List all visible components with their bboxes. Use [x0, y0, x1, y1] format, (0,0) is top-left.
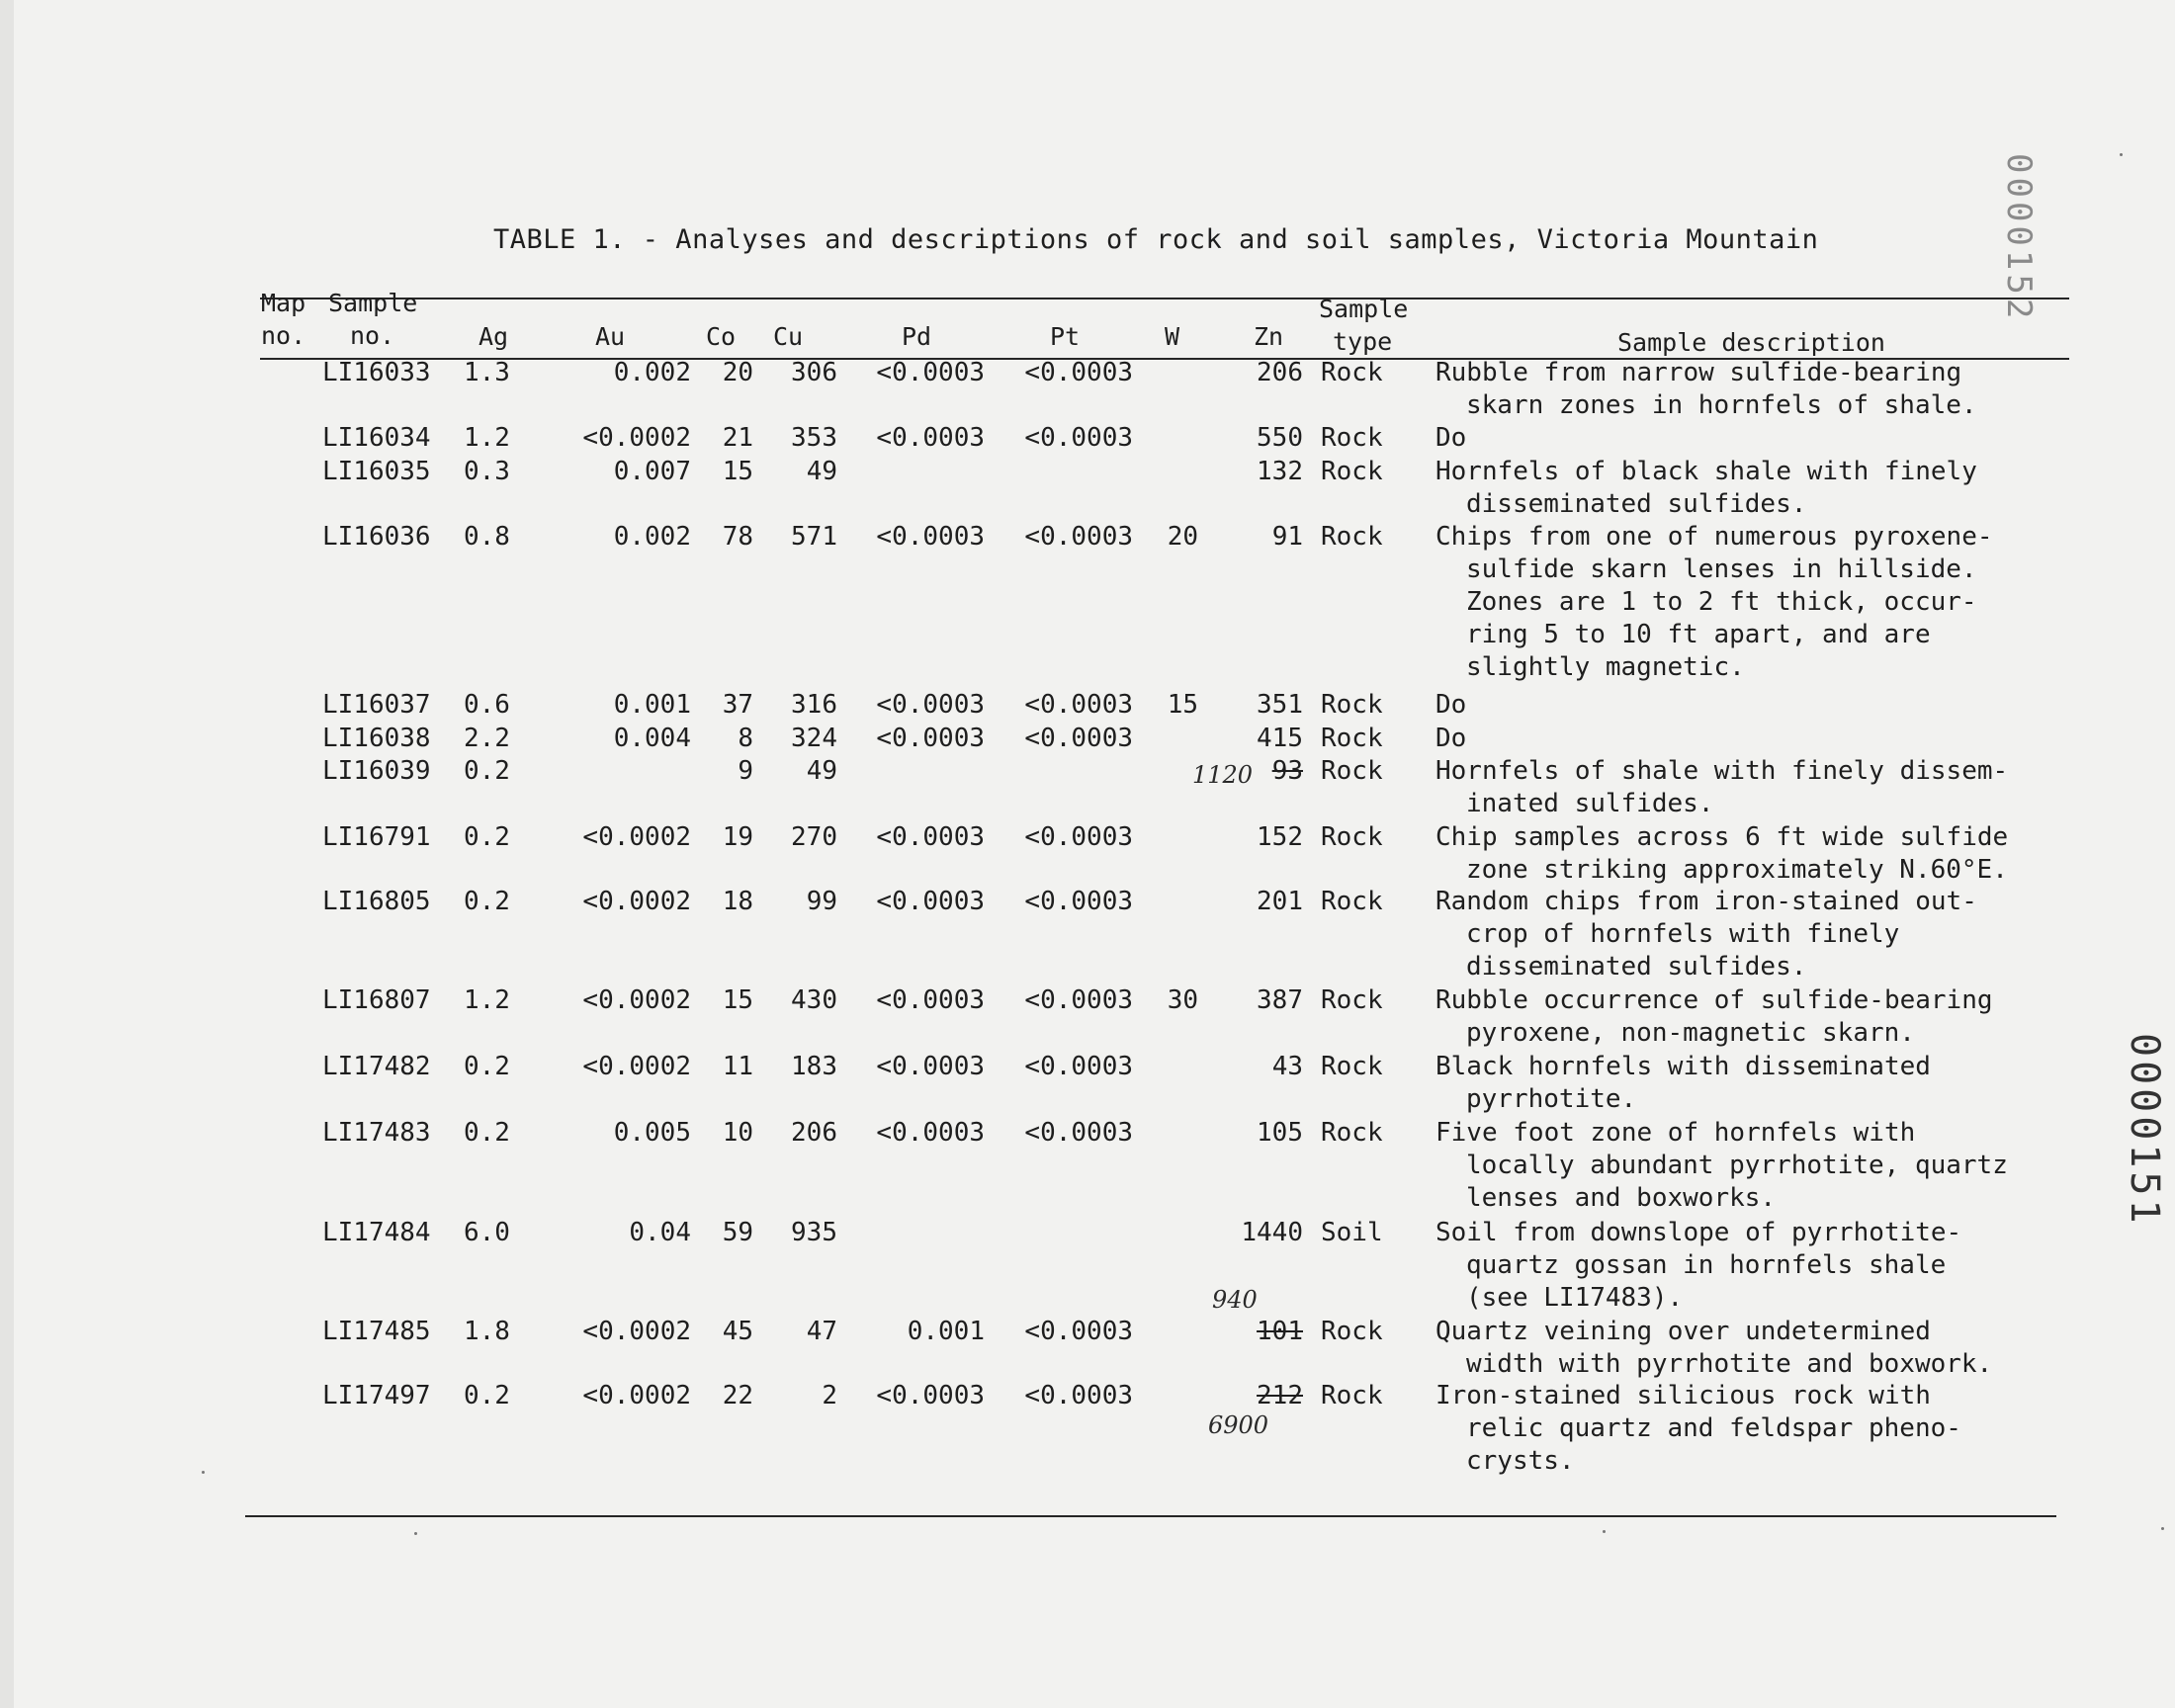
cell-sample-type: Rock [1321, 457, 1383, 486]
cell-ag: 0.2 [464, 756, 510, 786]
description-line: Do [1436, 724, 1467, 753]
handwritten-zn-correction: 6900 [1208, 1411, 1269, 1439]
cell-cu: 430 [791, 985, 837, 1015]
cell-au: <0.0002 [582, 887, 691, 916]
header-co: Co [706, 322, 737, 351]
cell-au: <0.0002 [582, 822, 691, 852]
cell-sample-type: Rock [1321, 1052, 1383, 1081]
cell-pt: <0.0003 [1024, 690, 1133, 720]
cell-sample-description [1436, 723, 1466, 755]
cell-w: 15 [1167, 690, 1198, 720]
description-line: quartz gossan in hornfels shale [1466, 1250, 1947, 1280]
description-line: Quartz veining over undetermined [1436, 1317, 1931, 1346]
cell-sample-type: Rock [1321, 756, 1383, 786]
speck [2120, 153, 2123, 156]
cell-zn: 550 [1257, 423, 1303, 453]
cell-co: 11 [722, 1052, 753, 1081]
cell-au: <0.0002 [582, 1381, 691, 1410]
cell-au: 0.002 [613, 358, 691, 387]
description-line: inated sulfides. [1466, 789, 1714, 818]
cell-pt: <0.0003 [1024, 522, 1133, 552]
cell-cu: 935 [791, 1218, 837, 1247]
cell-zn: 152 [1257, 822, 1303, 852]
cell-pd: <0.0003 [876, 822, 985, 852]
cell-au: 0.004 [613, 724, 691, 753]
cell-pt: <0.0003 [1024, 1317, 1133, 1346]
description-line: Do [1436, 690, 1467, 720]
cell-cu: 571 [791, 522, 837, 552]
cell-zn: 43 [1271, 1052, 1303, 1081]
description-line: (see LI17483). [1466, 1283, 1684, 1313]
header-sample-description: Sample description [1617, 328, 1885, 357]
cell-au: 0.04 [629, 1218, 691, 1247]
cell-pd: <0.0003 [876, 522, 985, 552]
cell-sample-type: Rock [1321, 358, 1383, 387]
cell-au: <0.0002 [582, 985, 691, 1015]
description-line: Soil from downslope of pyrrhotite- [1436, 1218, 1962, 1247]
cell-au: <0.0002 [582, 423, 691, 453]
description-line: Zones are 1 to 2 ft thick, occur- [1466, 587, 1977, 617]
cell-zn: 93 [1271, 756, 1303, 786]
description-line: zone striking approximately N.60°E. [1466, 855, 2008, 885]
cell-pt: <0.0003 [1024, 1052, 1133, 1081]
cell-sample-type: Rock [1321, 1118, 1383, 1148]
table-title: TABLE 1. - Analyses and descriptions of rock and soil samples, Victoria Mountain [493, 224, 1819, 255]
cell-cu: 47 [806, 1317, 837, 1346]
description-line: Rubble occurrence of sulfide-bearing [1436, 985, 1993, 1015]
cell-pd: <0.0003 [876, 1381, 985, 1410]
cell-ag: 0.3 [464, 457, 510, 486]
cell-sample-no: LI16038 [322, 724, 431, 753]
cell-sample-type: Rock [1321, 1317, 1383, 1346]
cell-cu: 206 [791, 1118, 837, 1148]
cell-pt: <0.0003 [1024, 1118, 1133, 1148]
cell-co: 45 [722, 1317, 753, 1346]
cell-sample-type: Soil [1321, 1218, 1383, 1247]
cell-cu: 2 [822, 1381, 837, 1410]
cell-co: 18 [722, 887, 753, 916]
description-line: crysts. [1466, 1446, 1575, 1476]
cell-sample-type: Rock [1321, 1381, 1383, 1410]
cell-pd: <0.0003 [876, 985, 985, 1015]
cell-zn: 201 [1257, 887, 1303, 916]
cell-au: 0.001 [613, 690, 691, 720]
cell-sample-type: Rock [1321, 522, 1383, 552]
description-line: sulfide skarn lenses in hillside. [1466, 555, 1977, 584]
cell-pt: <0.0003 [1024, 724, 1133, 753]
cell-ag: 2.2 [464, 724, 510, 753]
header-ag: Ag [478, 322, 509, 351]
cell-au: 0.005 [613, 1118, 691, 1148]
cell-w: 30 [1167, 985, 1198, 1015]
cell-pt: <0.0003 [1024, 423, 1133, 453]
table-bottom-rule [245, 1515, 2056, 1517]
cell-ag: 0.2 [464, 1052, 510, 1081]
description-line: lenses and boxworks. [1466, 1183, 1777, 1213]
header-map-no: Map no. [261, 289, 306, 350]
description-line: skarn zones in hornfels of shale. [1466, 390, 1977, 420]
cell-ag: 1.3 [464, 358, 510, 387]
cell-ag: 1.8 [464, 1317, 510, 1346]
cell-co: 59 [722, 1218, 753, 1247]
cell-pt: <0.0003 [1024, 887, 1133, 916]
cell-ag: 0.6 [464, 690, 510, 720]
cell-pd: <0.0003 [876, 887, 985, 916]
description-line: width with pyrrhotite and boxwork. [1466, 1349, 1993, 1379]
header-pd: Pd [902, 322, 932, 351]
cell-sample-no: LI17484 [322, 1218, 431, 1247]
cell-co: 15 [722, 985, 753, 1015]
side-stamp-number: 0000151 [2122, 1033, 2167, 1228]
header-pt: Pt [1050, 322, 1081, 351]
cell-cu: 49 [806, 457, 837, 486]
description-line: slightly magnetic. [1466, 652, 1745, 682]
cell-pd: <0.0003 [876, 358, 985, 387]
cell-co: 10 [722, 1118, 753, 1148]
speck [202, 1471, 205, 1474]
cell-sample-no: LI17485 [322, 1317, 431, 1346]
cell-sample-description [1436, 886, 1977, 983]
description-line: Rubble from narrow sulfide-bearing [1436, 358, 1962, 387]
header-sample-type: Sample type [1319, 295, 1409, 356]
cell-au: 0.007 [613, 457, 691, 486]
cell-w: 20 [1167, 522, 1198, 552]
cell-co: 21 [722, 423, 753, 453]
cell-zn: 212 [1257, 1381, 1303, 1410]
description-line: Random chips from iron-stained out- [1436, 887, 1977, 916]
cell-sample-type: Rock [1321, 887, 1383, 916]
cell-zn: 101 [1257, 1317, 1303, 1346]
cell-sample-type: Rock [1321, 724, 1383, 753]
description-line: crop of hornfels with finely [1466, 919, 1900, 949]
cell-co: 19 [722, 822, 753, 852]
description-line: locally abundant pyrrhotite, quartz [1466, 1151, 2008, 1180]
cell-cu: 306 [791, 358, 837, 387]
description-line: Hornfels of black shale with finely [1436, 457, 1977, 486]
cell-zn: 387 [1257, 985, 1303, 1015]
cell-pt: <0.0003 [1024, 358, 1133, 387]
cell-cu: 316 [791, 690, 837, 720]
speck [2161, 1527, 2164, 1530]
header-cu: Cu [773, 322, 804, 351]
cell-sample-description [1436, 1051, 1931, 1116]
header-zn: Zn [1254, 322, 1284, 351]
handwritten-zn-correction: 940 [1212, 1286, 1258, 1314]
cell-sample-no: LI16036 [322, 522, 431, 552]
cell-sample-no: LI17482 [322, 1052, 431, 1081]
cell-sample-description [1436, 755, 2008, 820]
handwritten-zn-correction: 1120 [1192, 761, 1254, 789]
header-top-rule [260, 298, 2069, 299]
cell-sample-description [1436, 1316, 1992, 1381]
speck [414, 1532, 417, 1535]
cell-co: 78 [722, 522, 753, 552]
cell-pt: <0.0003 [1024, 1381, 1133, 1410]
description-line: Chips from one of numerous pyroxene- [1436, 522, 1993, 552]
cell-sample-description [1436, 1380, 1961, 1478]
cell-pt: <0.0003 [1024, 822, 1133, 852]
description-line: pyroxene, non-magnetic skarn. [1466, 1018, 1915, 1048]
cell-sample-no: LI16037 [322, 690, 431, 720]
cell-ag: 0.2 [464, 1381, 510, 1410]
cell-ag: 1.2 [464, 985, 510, 1015]
cell-sample-no: LI17497 [322, 1381, 431, 1410]
cell-cu: 353 [791, 423, 837, 453]
cell-pd: <0.0003 [876, 724, 985, 753]
cell-co: 22 [722, 1381, 753, 1410]
cell-zn: 1440 [1241, 1218, 1303, 1247]
header-w: W [1165, 322, 1180, 351]
description-line: Iron-stained silicious rock with [1436, 1381, 1931, 1410]
cell-sample-no: LI17483 [322, 1118, 431, 1148]
cell-ag: 0.2 [464, 887, 510, 916]
cell-sample-no: LI16033 [322, 358, 431, 387]
description-line: pyrrhotite. [1466, 1084, 1637, 1114]
description-line: Five foot zone of hornfels with [1436, 1118, 1916, 1148]
cell-sample-no: LI16034 [322, 423, 431, 453]
cell-sample-description [1436, 984, 1993, 1050]
cell-sample-type: Rock [1321, 822, 1383, 852]
cell-sample-description [1436, 1117, 2008, 1215]
cell-cu: 324 [791, 724, 837, 753]
cell-pd: <0.0003 [876, 690, 985, 720]
cell-sample-no: LI16805 [322, 887, 431, 916]
description-line: Chip samples across 6 ft wide sulfide [1436, 822, 2009, 852]
cell-sample-description [1436, 1217, 1961, 1315]
cell-zn: 91 [1271, 522, 1303, 552]
cell-ag: 1.2 [464, 423, 510, 453]
cell-zn: 105 [1257, 1118, 1303, 1148]
cell-ag: 6.0 [464, 1218, 510, 1247]
cell-cu: 270 [791, 822, 837, 852]
description-line: Hornfels of shale with finely dissem- [1436, 756, 2009, 786]
cell-sample-no: LI16035 [322, 457, 431, 486]
description-line: disseminated sulfides. [1466, 952, 1807, 982]
cell-sample-description [1436, 521, 1993, 684]
cell-au: 0.002 [613, 522, 691, 552]
cell-sample-no: LI16807 [322, 985, 431, 1015]
cell-zn: 206 [1257, 358, 1303, 387]
cell-zn: 415 [1257, 724, 1303, 753]
cell-sample-no: LI16039 [322, 756, 431, 786]
cell-co: 15 [722, 457, 753, 486]
cell-pd: <0.0003 [876, 1052, 985, 1081]
cell-co: 9 [738, 756, 753, 786]
corner-stamp-number: 0000152 [1999, 153, 2039, 323]
speck [1603, 1530, 1606, 1533]
description-line: Black hornfels with disseminated [1436, 1052, 1931, 1081]
cell-sample-description [1436, 689, 1466, 722]
cell-sample-description [1436, 422, 1466, 455]
description-line: Do [1436, 423, 1467, 453]
description-line: disseminated sulfides. [1466, 489, 1807, 519]
cell-sample-type: Rock [1321, 690, 1383, 720]
cell-ag: 0.2 [464, 1118, 510, 1148]
document-page [14, 0, 2175, 1708]
cell-pt: <0.0003 [1024, 985, 1133, 1015]
description-line: ring 5 to 10 ft apart, and are [1466, 620, 1931, 649]
cell-au: <0.0002 [582, 1317, 691, 1346]
cell-cu: 49 [806, 756, 837, 786]
cell-pd: 0.001 [907, 1317, 985, 1346]
cell-sample-no: LI16791 [322, 822, 431, 852]
cell-cu: 183 [791, 1052, 837, 1081]
cell-sample-type: Rock [1321, 423, 1383, 453]
cell-co: 20 [722, 358, 753, 387]
cell-pd: <0.0003 [876, 1118, 985, 1148]
cell-co: 37 [722, 690, 753, 720]
cell-ag: 0.8 [464, 522, 510, 552]
cell-co: 8 [738, 724, 753, 753]
cell-cu: 99 [806, 887, 837, 916]
cell-zn: 132 [1257, 457, 1303, 486]
cell-pd: <0.0003 [876, 423, 985, 453]
cell-zn: 351 [1257, 690, 1303, 720]
cell-sample-description [1436, 821, 2008, 887]
header-sample-no: Sample no. [328, 289, 418, 350]
description-line: relic quartz and feldspar pheno- [1466, 1413, 1961, 1443]
cell-sample-type: Rock [1321, 985, 1383, 1015]
header-au: Au [595, 322, 626, 351]
cell-ag: 0.2 [464, 822, 510, 852]
cell-au: <0.0002 [582, 1052, 691, 1081]
cell-sample-description [1436, 456, 1977, 521]
cell-sample-description [1436, 357, 1977, 422]
